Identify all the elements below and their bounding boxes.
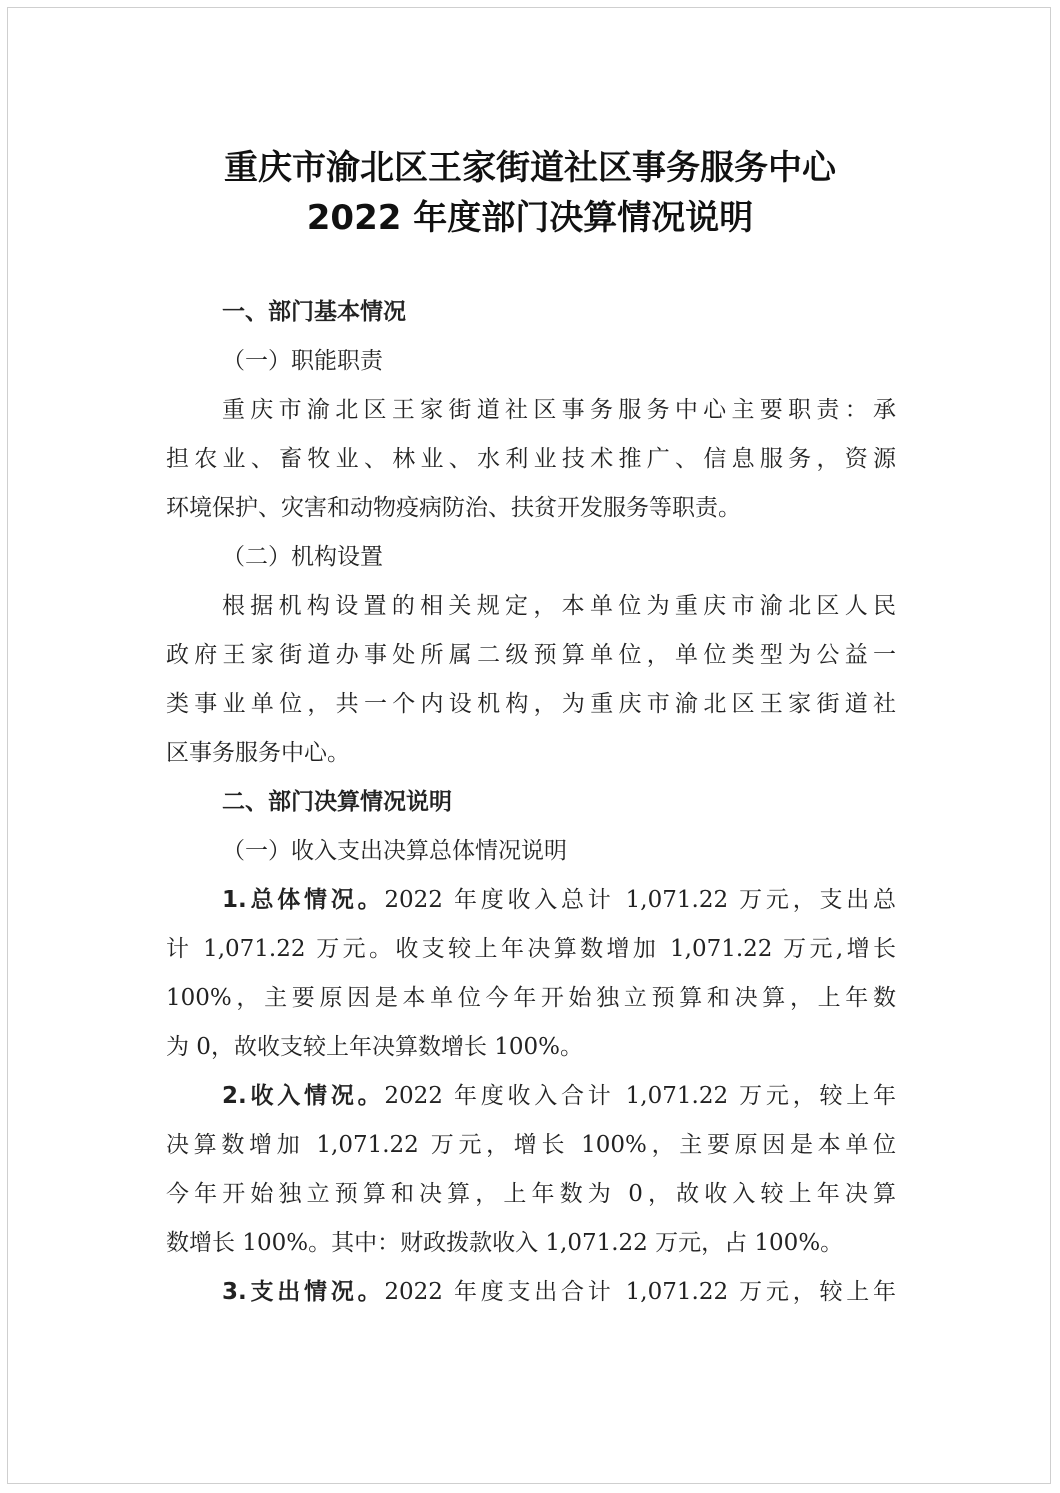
paragraph-line: 100%，主要原因是本单位今年开始独立预算和决算，上年数 xyxy=(166,985,896,1011)
subsection-heading: （二）机构设置 xyxy=(222,544,383,570)
subsection-heading: （一）职能职责 xyxy=(222,348,383,374)
section-heading: 一、部门基本情况 xyxy=(222,299,406,325)
paragraph-line: 根据机构设置的相关规定，本单位为重庆市渝北区人民 xyxy=(222,593,896,619)
paragraph-line: 重庆市渝北区王家街道社区事务服务中心主要职责：承 xyxy=(222,397,896,423)
paragraph-line: 区事务服务中心。 xyxy=(166,740,350,766)
paragraph-line: 计 1,071.22 万元。收支较上年决算数增加 1,071.22 万元,增长 xyxy=(166,936,896,962)
paragraph-line: 担农业、畜牧业、林业、水利业技术推广、信息服务，资源 xyxy=(166,446,896,472)
paragraph-line xyxy=(166,1072,896,1121)
paragraph-text: 2022 年度收入总计 1,071.22 万元，支出总 xyxy=(384,887,896,913)
paragraph-line: 环境保护、灾害和动物疫病防治、扶贫开发服务等职责。 xyxy=(166,495,741,521)
paragraph-line: 今年开始独立预算和决算，上年数为 0，故收入较上年决算 xyxy=(166,1181,896,1207)
paragraph-line: 数增长 100%。其中：财政拨款收入 1,071.22 万元，占 100%。 xyxy=(166,1230,844,1256)
subsection-heading: （一）收入支出决算总体情况说明 xyxy=(222,838,567,864)
paragraph-lead: 2.收入情况。 xyxy=(222,1083,385,1109)
paragraph-lead: 3.支出情况。 xyxy=(222,1279,385,1305)
document-title-line2: 2022 年度部门决算情况说明 xyxy=(306,198,754,238)
paragraph-line: 政府王家街道办事处所属二级预算单位，单位类型为公益一 xyxy=(166,642,896,668)
paragraph-line: 为 0，故收支较上年决算数增长 100%。 xyxy=(166,1034,584,1060)
paragraph-line xyxy=(166,1268,896,1317)
paragraph-text: 2022 年度收入合计 1,071.22 万元，较上年 xyxy=(384,1083,896,1109)
paragraph-line: 决算数增加 1,071.22 万元，增长 100%，主要原因是本单位 xyxy=(166,1132,896,1158)
section-heading: 二、部门决算情况说明 xyxy=(222,789,452,815)
paragraph-lead: 1.总体情况。 xyxy=(222,887,385,913)
paragraph-text: 2022 年度支出合计 1,071.22 万元，较上年 xyxy=(384,1279,896,1305)
document-body xyxy=(166,288,896,1317)
document-title-line1: 重庆市渝北区王家街道社区事务服务中心 xyxy=(224,148,836,188)
paragraph-line: 类事业单位，共一个内设机构，为重庆市渝北区王家街道社 xyxy=(166,691,896,717)
paragraph-line xyxy=(166,876,896,925)
